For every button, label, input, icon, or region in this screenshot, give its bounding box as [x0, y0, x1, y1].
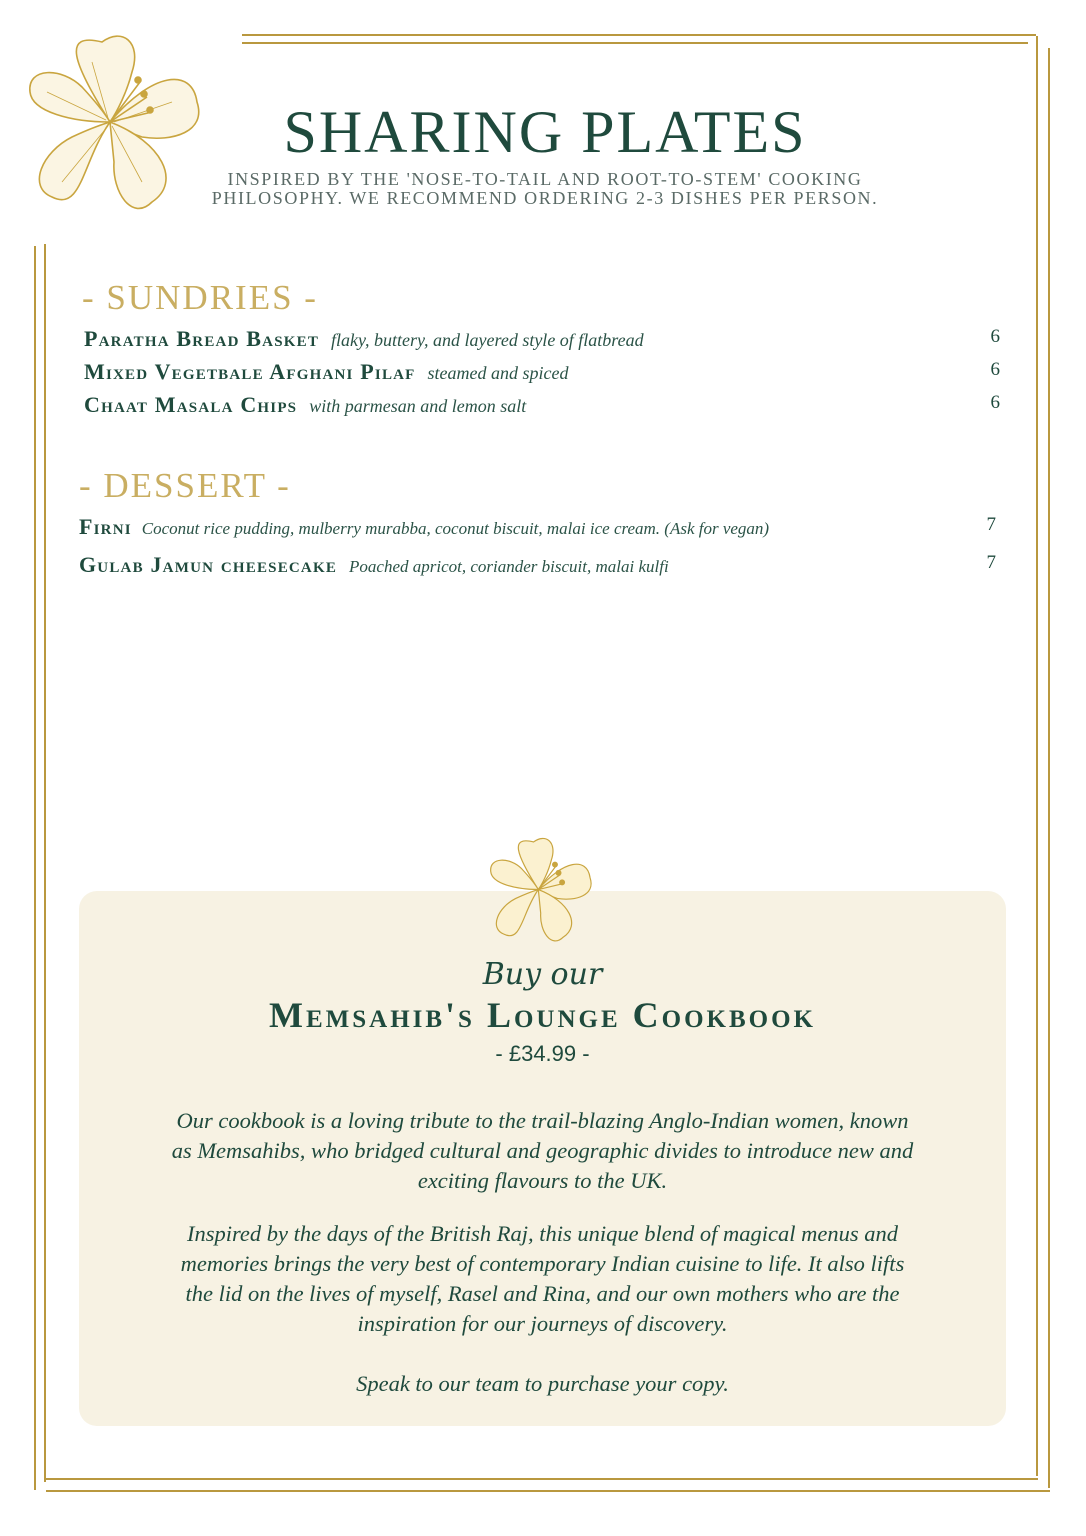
section-heading-sundries: - SUNDRIES - — [82, 278, 318, 317]
menu-item-description: with parmesan and lemon salt — [309, 396, 527, 416]
hibiscus-flower-icon — [22, 22, 207, 232]
promo-line: as Memsahibs, who bridged cultural and geographic divides to introduce new and — [171, 1138, 914, 1163]
menu-item — [79, 552, 996, 580]
menu-item — [84, 392, 1000, 420]
menu-item-name: Firni — [79, 514, 132, 539]
menu-item-description: steamed and spiced — [427, 363, 569, 383]
menu-item-price: 6 — [990, 392, 1000, 413]
menu-item-name: Chaat Masala Chips — [84, 392, 298, 417]
frame-right-inner — [1036, 36, 1038, 1476]
menu-item-name: Mixed Vegetbale Afghani Pilaf — [84, 359, 416, 384]
promo-intro: Buy our — [482, 957, 603, 992]
promo-paragraph — [129, 1106, 956, 1196]
menu-item — [79, 514, 996, 542]
promo-line: exciting flavours to the UK. — [417, 1168, 668, 1193]
menu-item-description: Coconut rice pudding, mulberry murabba, coconut biscuit, malai ice cream. (Ask for vegan) — [141, 519, 770, 538]
menu-item — [84, 359, 1000, 387]
page-subtitle — [190, 170, 900, 208]
promo-price: - £34.99 - — [495, 1041, 590, 1066]
promo-line: Our cookbook is a loving tribute to the trail-blazing Anglo-Indian women, known — [176, 1108, 909, 1133]
subtitle-line: PHILOSOPHY. WE RECOMMEND ORDERING 2-3 DISHES PER PERSON. — [211, 188, 879, 208]
menu-item-price: 6 — [990, 359, 1000, 380]
promo-line: Inspired by the days of the British Raj, this unique blend of magical menus and — [187, 1221, 898, 1246]
subtitle-line: INSPIRED BY THE 'NOSE-TO-TAIL AND ROOT-TO-STEM' COOKING — [227, 169, 863, 189]
promo-line: memories brings the very best of contemporary Indian cuisine to life. It also lifts — [180, 1251, 905, 1276]
cookbook-promo-panel — [79, 891, 1006, 1426]
page-title: SHARING PLATES — [283, 99, 807, 165]
menu-item-price: 7 — [986, 514, 996, 535]
promo-paragraph — [129, 1219, 956, 1339]
promo-title: Memsahib's Lounge Cookbook — [269, 995, 816, 1035]
frame-left-outer — [44, 244, 46, 1482]
promo-call-to-action: Speak to our team to purchase your copy. — [356, 1371, 729, 1396]
frame-right-outer — [1048, 48, 1050, 1488]
frame-top-outer — [242, 34, 1036, 36]
promo-line: inspiration for our journeys of discovery. — [357, 1311, 728, 1336]
menu-item-price: 7 — [986, 552, 996, 573]
menu-item-name: Gulab Jamun cheesecake — [79, 552, 338, 577]
menu-item-description: Poached apricot, coriander biscuit, malai kulfi — [349, 557, 669, 576]
menu-item — [84, 326, 1000, 354]
menu-item-price: 6 — [990, 326, 1000, 347]
menu-item-name: Paratha Bread Basket — [84, 326, 320, 351]
frame-left-inner — [34, 246, 36, 1490]
section-heading-dessert: - DESSERT - — [79, 466, 291, 505]
promo-line: the lid on the lives of myself, Rasel and Rina, and our own mothers who are the — [185, 1281, 900, 1306]
hibiscus-flower-icon — [486, 830, 596, 955]
frame-bottom-outer — [46, 1490, 1050, 1492]
frame-bottom-inner — [46, 1478, 1038, 1480]
frame-top-inner — [242, 42, 1028, 44]
menu-item-description: flaky, buttery, and layered style of flatbread — [331, 330, 644, 350]
